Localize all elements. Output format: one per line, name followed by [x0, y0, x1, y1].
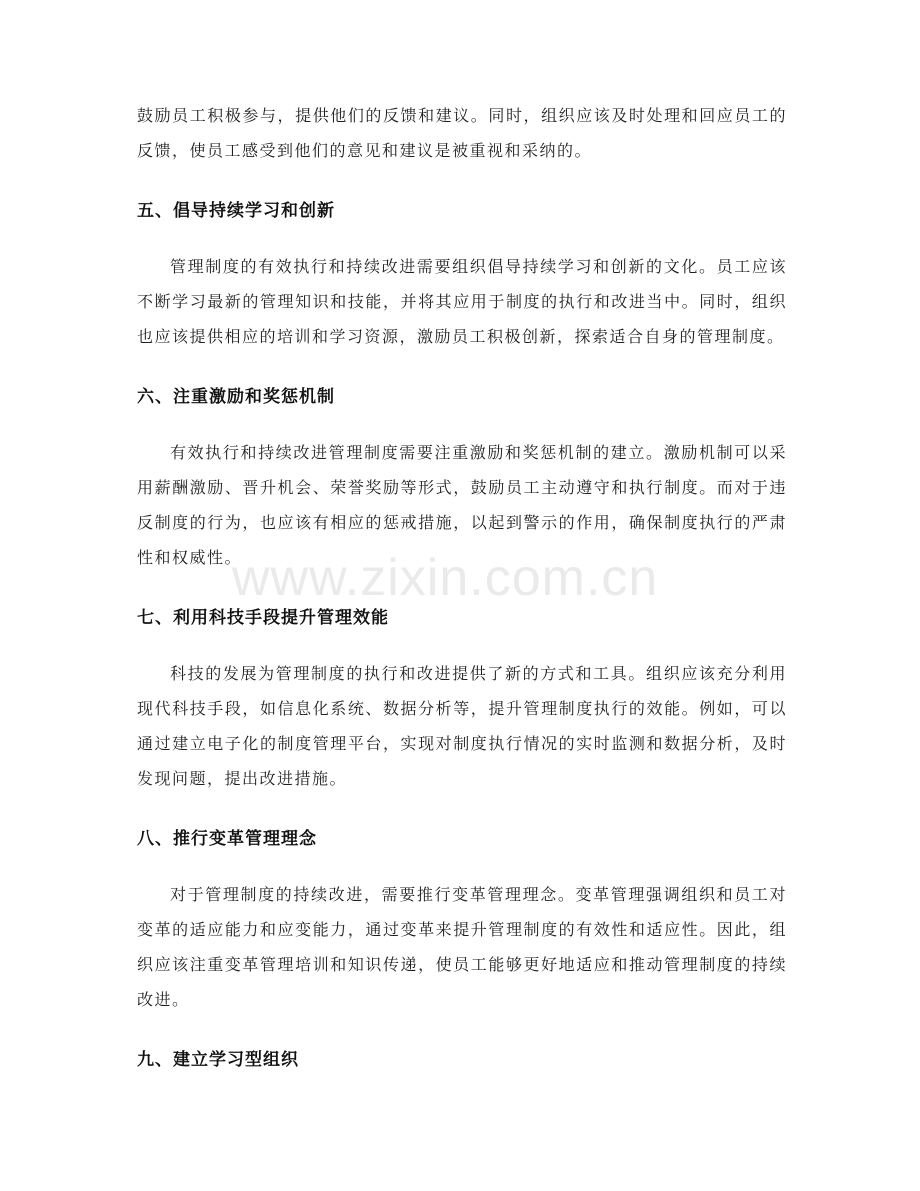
section-6-heading: 六、注重激励和奖惩机制 — [137, 387, 335, 407]
section-8-body: 对于管理制度的持续改进，需要推行变革管理理念。变革管理强调组织和员工对变革的适应能力和应变能力，通过变革来提升管理制度的有效性和适应性。因此，组织应该注重变革管理培训和知识传递，使员工能够更好地适应和推动管理制度的持续改进。 — [137, 885, 787, 1009]
section-5-body: 管理制度的有效执行和持续改进需要组织倡导持续学习和创新的文化。员工应该不断学习最新的管理知识和技能，并将其应用于制度的执行和改进当中。同时，组织也应该提供相应的培训和学习资源，激励员工积极创新，探索适合自身的管理制度。 — [137, 257, 787, 346]
section-8-heading: 八、推行变革管理理念 — [137, 829, 317, 849]
intro-paragraph: 鼓励员工积极参与，提供他们的反馈和建议。同时，组织应该及时处理和回应员工的反馈，使员工感受到他们的意见和建议是被重视和采纳的。 — [137, 106, 787, 160]
section-7-body: 科技的发展为管理制度的执行和改进提供了新的方式和工具。组织应该充分利用现代科技手段，如信息化系统、数据分析等，提升管理制度执行的效能。例如，可以通过建立电子化的制度管理平台，实现对制度执行情况的实时监测和数据分析，及时发现问题，提出改进措施。 — [137, 664, 787, 788]
watermark: www.zixin.com.cn — [232, 549, 659, 607]
section-7-heading: 七、利用科技手段提升管理效能 — [137, 608, 389, 628]
section-9-heading: 九、建立学习型组织 — [137, 1050, 299, 1070]
section-5-heading: 五、倡导持续学习和创新 — [137, 201, 335, 221]
section-6-body: 有效执行和持续改进管理制度需要注重激励和奖惩机制的建立。激励机制可以采用薪酬激励、晋升机会、荣誉奖励等形式，鼓励员工主动遵守和执行制度。而对于违反制度的行为，也应该有相应的惩戒措施，以起到警示的作用，确保制度执行的严肃性和权威性。 — [137, 443, 787, 567]
document-page — [137, 98, 787, 1075]
